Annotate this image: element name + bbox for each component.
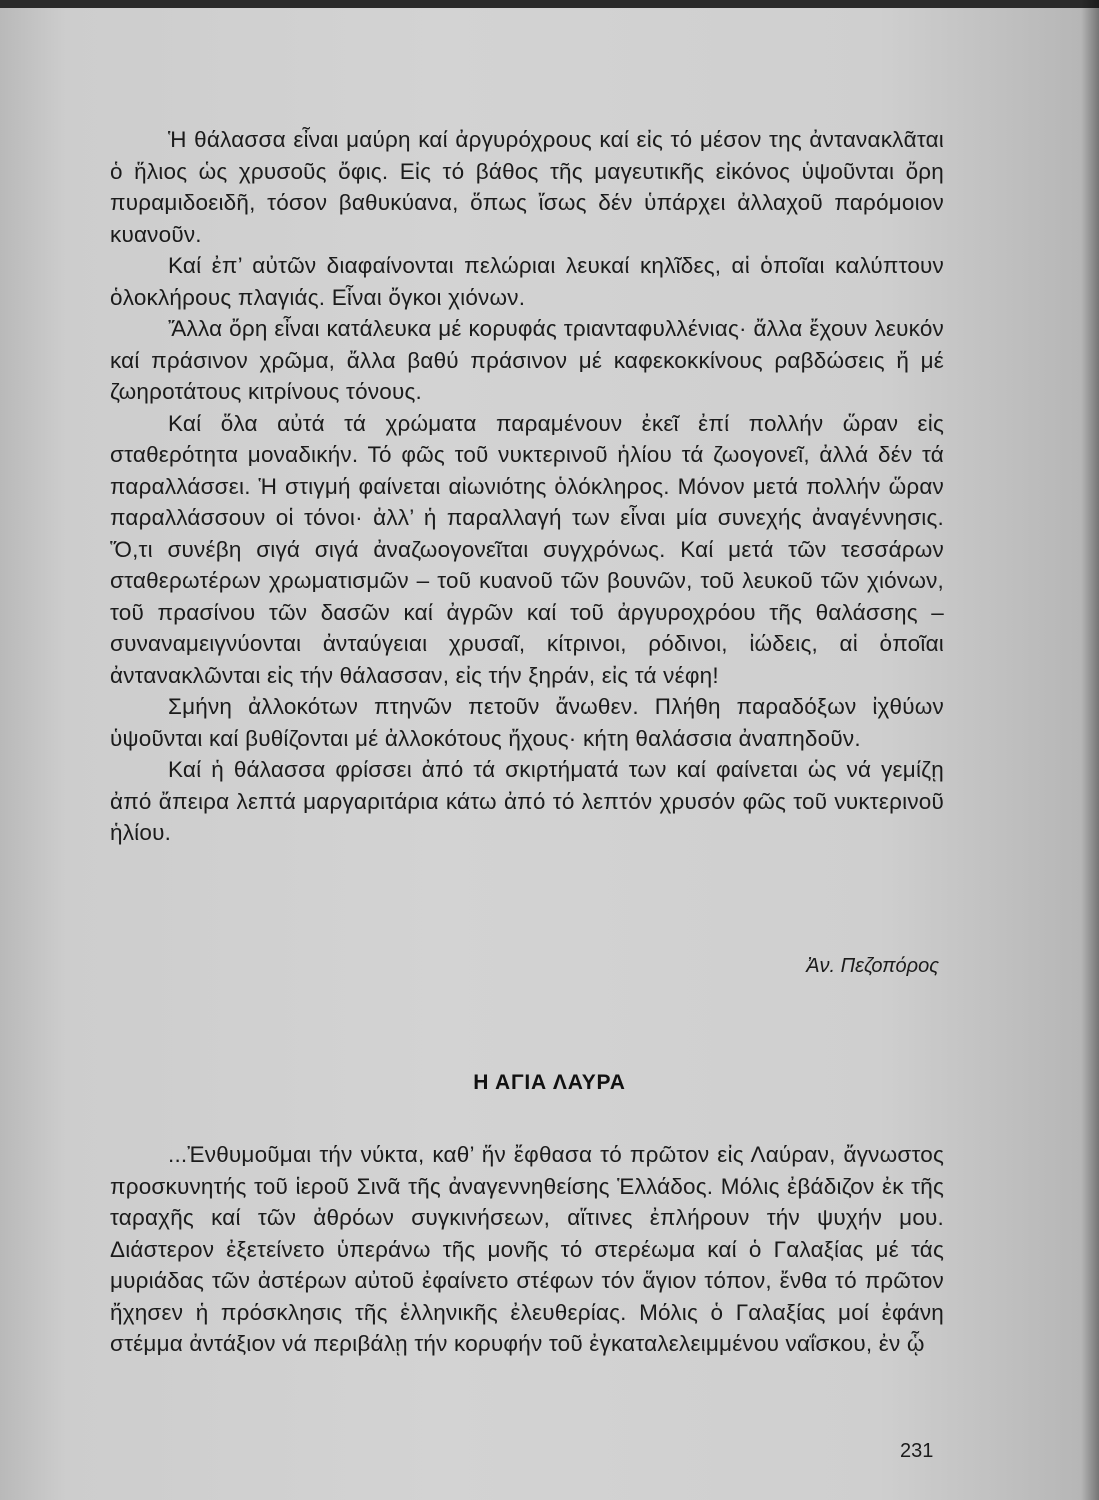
paragraph: Καί ἐπ’ αὐτῶν διαφαίνονται πελώριαι λευκαί κηλῖδες, αἱ ὁποῖαι καλύπτουν ὁλοκλήρους πλαγιάς. Εἶναι ὄγκοι χιόνων. xyxy=(110,253,944,310)
paragraph: Καί ἡ θάλασσα φρίσσει ἀπό τά σκιρτήματά των καί φαίνεται ὡς νά γεμίζῃ ἀπό ἄπειρα λεπτά μαργαριτάρια κάτω ἀπό τό λεπτόν χρυσόν φῶς τοῦ νυκτερινοῦ ἡλίου. xyxy=(110,757,944,845)
text-block-first xyxy=(110,124,944,849)
paragraph: ...Ἐνθυμοῦμαι τήν νύκτα, καθ’ ἥν ἔφθασα τό πρῶτον εἰς Λαύραν, ἄγνωστος προσκυνητής τοῦ ἱεροῦ Σινᾶ τῆς ἀναγεννηθείσης Ἑλλάδος. Μόλις ἐβάδιζον ἐκ τῆς ταραχῆς καί τῶν ἀθρόων συγκινήσεων, αἵτινες ἐπλήρουν τήν ψυχήν μου. Διάστερον ἐξετείνετο ὑπεράνω τῆς μονῆς τό στερέωμα καί ὁ Γαλαξίας μέ τάς μυριάδας τῶν ἀστέρων αὐτοῦ ἐφαίνετο στέφων τόν ἅγιον τόπον, ἔνθα τό πρῶτον ἤχησεν ἡ πρόσκλησις τῆς ἑλληνικῆς ἐλευθερίας. Μόλις ὁ Γαλαξίας μοί ἐφάνη στέμμα ἀντάξιον νά περιβάλῃ τήν κορυφήν τοῦ ἐγκαταλελειμμένου ναΐσκου, ἐν ᾧ xyxy=(110,1142,944,1356)
paragraph: Καί ὅλα αὐτά τά χρώματα παραμένουν ἐκεῖ ἐπί πολλήν ὥραν εἰς σταθερότητα μοναδικήν. Τό φῶς τοῦ νυκτερινοῦ ἡλίου τά ζωογονεῖ, ἀλλά δέν τά παραλλάσσει. Ἡ στιγμή φαίνεται αἰωνιότης ὁλόκληρος. Μόνον μετά πολλήν ὥραν παραλλάσσουν οἱ τόνοι· ἀλλ’ ἡ παραλλαγή των εἶναι μία συνεχής ἀναγέννησις. Ὅ,τι συνέβη σιγά σιγά ἀναζωογονεῖται συγχρόνως. Καί μετά τῶν τεσσάρων σταθερωτέρων χρωματισμῶν – τοῦ κυανοῦ τῶν βουνῶν, τοῦ λευκοῦ τῶν χιόνων, τοῦ πρασίνου τῶν δασῶν καί ἀγρῶν καί τοῦ ἀργυροχρόου τῆς θαλάσσης – συναναμειγνύονται ἀνταύγειαι χρυσαῖ, κίτρινοι, ρόδινοι, ἰώδεις, αἱ ὁποῖαι ἀντανακλῶνται εἰς τήν θάλασσαν, εἰς τήν ξηράν, εἰς τά νέφη! xyxy=(110,410,944,688)
page-number: 231 xyxy=(900,1440,934,1462)
author-signature: Ἀν. Πεζοπόρος xyxy=(806,955,939,977)
text-block-second xyxy=(110,1139,944,1360)
paragraph: Ἄλλα ὄρη εἶναι κατάλευκα μέ κορυφάς τριανταφυλλένιας· ἄλλα ἔχουν λευκόν καί πράσινον χρῶμα, ἄλλα βαθύ πράσινον μέ καφεκοκκίνους ραβδώσεις ἤ μέ ζωηροτάτους κιτρίνους τόνους. xyxy=(110,316,944,404)
paragraph: Σμήνη ἀλλοκότων πτηνῶν πετοῦν ἄνωθεν. Πλήθη παραδόξων ἰχθύων ὑψοῦνται καί βυθίζονται μέ ἀλλοκότους ἤχους· κήτη θαλάσσια ἀναπηδοῦν. xyxy=(110,694,944,751)
page-binding-shadow xyxy=(1081,0,1099,1500)
paragraph: Ἡ θάλασσα εἶναι μαύρη καί ἀργυρόχρους καί εἰς τό μέσον της ἀντανακλᾶται ὁ ἥλιος ὡς χρυσοῦς ὄφις. Εἰς τό βάθος τῆς μαγευτικῆς εἰκόνος ὑψοῦνται ὄρη πυραμιδοειδῆ, τόσον βαθυκύανα, ὅπως ἴσως δέν ὑπάρχει ἀλλαχοῦ παρόμοιον κυανοῦν. xyxy=(110,127,944,247)
page-top-shadow xyxy=(0,0,1099,8)
section-heading: Η ΑΓΙΑ ΛΑΥΡΑ xyxy=(473,1071,626,1094)
